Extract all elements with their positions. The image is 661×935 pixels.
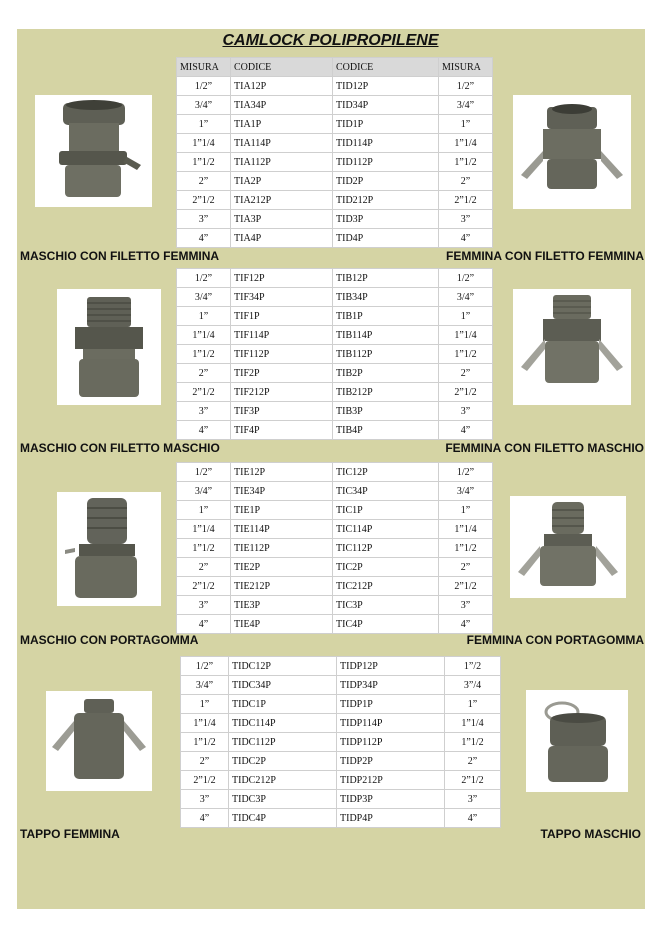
- codice-left-cell: TIDC34P: [229, 676, 337, 695]
- table-row: [177, 153, 493, 172]
- codice-left-cell: TIE12P: [231, 463, 333, 482]
- table-row: [177, 421, 493, 440]
- misura-left-cell: 3”: [177, 210, 231, 229]
- codice-left-cell: TIDC3P: [229, 790, 337, 809]
- codice-right-cell: TIB34P: [333, 288, 439, 307]
- codice-right-cell: TIC4P: [333, 615, 439, 634]
- misura-left-cell: 2”: [177, 364, 231, 383]
- misura-left-cell: 1”1/2: [177, 153, 231, 172]
- table-row: [177, 96, 493, 115]
- table-row: [177, 229, 493, 248]
- misura-right-cell: 1”1/2: [445, 733, 501, 752]
- codice-left-cell: TIE4P: [231, 615, 333, 634]
- codice-left-cell: TIF34P: [231, 288, 333, 307]
- table-row: [177, 269, 493, 288]
- code-table-1: [176, 57, 493, 248]
- codice-left-cell: TIE3P: [231, 596, 333, 615]
- male-female-thread-adapter-photo: [35, 95, 152, 207]
- codice-left-cell: TIF2P: [231, 364, 333, 383]
- table-row: [181, 714, 501, 733]
- table-row: [181, 809, 501, 828]
- page-title: CAMLOCK POLIPROPILENE: [222, 32, 439, 49]
- female-female-thread-coupler-photo: [513, 95, 631, 209]
- codice-left-cell: TIDC12P: [229, 657, 337, 676]
- table-row: [177, 501, 493, 520]
- misura-left-cell: 1/2”: [181, 657, 229, 676]
- misura-left-cell: 2”1/2: [177, 577, 231, 596]
- table-row: [177, 115, 493, 134]
- misura-left-cell: 3”: [177, 402, 231, 421]
- misura-left-cell: 4”: [177, 229, 231, 248]
- female-male-thread-coupler-icon: [513, 289, 631, 405]
- misura-left-cell: 1”: [181, 695, 229, 714]
- code-table-2: [176, 268, 493, 440]
- codice-right-cell: TIC3P: [333, 596, 439, 615]
- codice-left-cell: TIF212P: [231, 383, 333, 402]
- codice-right-cell: TID4P: [333, 229, 439, 248]
- misura-right-cell: 1”: [439, 501, 493, 520]
- code-table-3: [176, 462, 493, 634]
- misura-left-cell: 3/4”: [177, 288, 231, 307]
- codice-right-cell: TIDP34P: [337, 676, 445, 695]
- male-male-thread-adapter-icon: [57, 289, 161, 405]
- misura-right-cell: 2”1/2: [439, 577, 493, 596]
- misura-left-cell: 1”: [177, 307, 231, 326]
- misura-left-cell: 1”1/4: [177, 134, 231, 153]
- female-hose-shank-coupler-photo: [510, 496, 626, 598]
- table-row: [177, 345, 493, 364]
- misura-left-cell: 2”: [177, 172, 231, 191]
- codice-right-cell: TIC12P: [333, 463, 439, 482]
- section-1-right-label: FEMMINA CON FILETTO FEMMINA: [446, 249, 644, 263]
- misura-left-cell: 1”1/2: [181, 733, 229, 752]
- codice-left-cell: TIE2P: [231, 558, 333, 577]
- codice-left-cell: TIDC1P: [229, 695, 337, 714]
- misura-left-cell: 1”1/4: [181, 714, 229, 733]
- table-row: [181, 771, 501, 790]
- codice-left-cell: TIA112P: [231, 153, 333, 172]
- misura-left-cell: 4”: [177, 421, 231, 440]
- table-row: [177, 77, 493, 96]
- codice-right-cell: TIC34P: [333, 482, 439, 501]
- misura-left-cell: 1/2”: [177, 463, 231, 482]
- codice-right-cell: TIDP3P: [337, 790, 445, 809]
- section-4-right-label: TAPPO MASCHIO: [540, 827, 641, 841]
- misura-right-cell: 2”: [439, 558, 493, 577]
- misura-right-cell: 1”1/4: [439, 134, 493, 153]
- misura-right-cell: 1”: [439, 115, 493, 134]
- misura-right-cell: 3”: [445, 790, 501, 809]
- misura-right-cell: 3”: [439, 210, 493, 229]
- misura-right-cell: 2”: [439, 172, 493, 191]
- misura-left-cell: 2”: [181, 752, 229, 771]
- codice-left-cell: TIDC2P: [229, 752, 337, 771]
- table-row: [177, 402, 493, 421]
- misura-right-cell: 4”: [439, 229, 493, 248]
- misura-left-cell: 2”1/2: [177, 383, 231, 402]
- codice-left-cell: TIA12P: [231, 77, 333, 96]
- codice-right-cell: TIB212P: [333, 383, 439, 402]
- codice-right-cell: TIDP112P: [337, 733, 445, 752]
- misura-right-cell: 1”1/2: [439, 153, 493, 172]
- table-row: [177, 463, 493, 482]
- misura-left-cell: 1/2”: [177, 77, 231, 96]
- codice-right-cell: TIB114P: [333, 326, 439, 345]
- misura-left-cell: 1”1/4: [177, 326, 231, 345]
- codice-left-cell: TIE114P: [231, 520, 333, 539]
- codice-right-cell: TIDP12P: [337, 657, 445, 676]
- misura-right-cell: 1”1/2: [439, 345, 493, 364]
- misura-left-cell: 1”: [177, 115, 231, 134]
- misura-right-cell: 1”1/4: [445, 714, 501, 733]
- codice-right-cell: TIC114P: [333, 520, 439, 539]
- codice-left-cell: TIA34P: [231, 96, 333, 115]
- misura-right-cell: 3”: [439, 596, 493, 615]
- codice-right-cell: TIDP212P: [337, 771, 445, 790]
- misura-right-cell: 2”: [445, 752, 501, 771]
- misura-right-cell: 1”: [445, 695, 501, 714]
- table-row: [177, 326, 493, 345]
- misura-left-cell: 2”1/2: [181, 771, 229, 790]
- male-male-thread-adapter-photo: [57, 289, 161, 405]
- codice-left-cell: TIDC4P: [229, 809, 337, 828]
- header-misura-right: MISURA: [439, 58, 493, 77]
- codice-right-cell: TID114P: [333, 134, 439, 153]
- misura-right-cell: 1”1/4: [439, 520, 493, 539]
- table-row: [177, 482, 493, 501]
- table-row: [177, 191, 493, 210]
- codice-left-cell: TIA114P: [231, 134, 333, 153]
- codice-right-cell: TID212P: [333, 191, 439, 210]
- codice-right-cell: TIDP2P: [337, 752, 445, 771]
- misura-right-cell: 2”1/2: [445, 771, 501, 790]
- codice-right-cell: TID34P: [333, 96, 439, 115]
- codice-left-cell: TIA3P: [231, 210, 333, 229]
- codice-right-cell: TIC1P: [333, 501, 439, 520]
- codice-left-cell: TIE112P: [231, 539, 333, 558]
- table-header-row: [177, 58, 493, 77]
- codice-left-cell: TIDC212P: [229, 771, 337, 790]
- header-codice-left: CODICE: [231, 58, 333, 77]
- female-dust-cap-photo: [46, 691, 152, 791]
- misura-right-cell: 4”: [439, 615, 493, 634]
- misura-right-cell: 1”1/4: [439, 326, 493, 345]
- misura-left-cell: 1”1/2: [177, 345, 231, 364]
- section-4-left-label: TAPPO FEMMINA: [20, 827, 120, 841]
- male-dust-plug-icon: [526, 690, 628, 792]
- misura-left-cell: 2”1/2: [177, 191, 231, 210]
- misura-right-cell: 2”: [439, 364, 493, 383]
- codice-left-cell: TIE1P: [231, 501, 333, 520]
- codice-right-cell: TIDP114P: [337, 714, 445, 733]
- codice-right-cell: TIB3P: [333, 402, 439, 421]
- misura-left-cell: 1”1/4: [177, 520, 231, 539]
- section-2-left-label: MASCHIO CON FILETTO MASCHIO: [20, 441, 220, 455]
- table-row: [177, 134, 493, 153]
- misura-right-cell: 4”: [439, 421, 493, 440]
- codice-right-cell: TID12P: [333, 77, 439, 96]
- table-row: [177, 596, 493, 615]
- code-table-4: [180, 656, 501, 828]
- codice-right-cell: TIB12P: [333, 269, 439, 288]
- codice-left-cell: TIF3P: [231, 402, 333, 421]
- table-row: [181, 657, 501, 676]
- misura-left-cell: 3”: [181, 790, 229, 809]
- misura-left-cell: 4”: [177, 615, 231, 634]
- codice-right-cell: TIDP1P: [337, 695, 445, 714]
- female-female-thread-coupler-icon: [513, 95, 631, 209]
- table-row: [177, 288, 493, 307]
- table-row: [181, 695, 501, 714]
- codice-right-cell: TIDP4P: [337, 809, 445, 828]
- female-male-thread-coupler-photo: [513, 289, 631, 405]
- table-row: [181, 790, 501, 809]
- misura-right-cell: 1/2”: [439, 269, 493, 288]
- codice-right-cell: TIB2P: [333, 364, 439, 383]
- codice-right-cell: TIC212P: [333, 577, 439, 596]
- table-row: [177, 615, 493, 634]
- table-row: [177, 172, 493, 191]
- misura-right-cell: 3”: [439, 402, 493, 421]
- codice-left-cell: TIE34P: [231, 482, 333, 501]
- misura-right-cell: 3/4”: [439, 96, 493, 115]
- table-row: [177, 364, 493, 383]
- misura-right-cell: 3/4”: [439, 288, 493, 307]
- male-dust-plug-photo: [526, 690, 628, 792]
- misura-right-cell: 2”1/2: [439, 383, 493, 402]
- codice-right-cell: TID2P: [333, 172, 439, 191]
- table-row: [177, 307, 493, 326]
- misura-right-cell: 1”: [439, 307, 493, 326]
- section-2-right-label: FEMMINA CON FILETTO MASCHIO: [445, 441, 644, 455]
- codice-left-cell: TIA4P: [231, 229, 333, 248]
- misura-left-cell: 3/4”: [177, 96, 231, 115]
- codice-left-cell: TIF114P: [231, 326, 333, 345]
- codice-left-cell: TIE212P: [231, 577, 333, 596]
- table-row: [177, 577, 493, 596]
- misura-left-cell: 3/4”: [181, 676, 229, 695]
- misura-right-cell: 1/2”: [439, 463, 493, 482]
- male-female-thread-adapter-icon: [35, 95, 152, 207]
- codice-left-cell: TIA2P: [231, 172, 333, 191]
- table-row: [177, 383, 493, 402]
- codice-left-cell: TIF4P: [231, 421, 333, 440]
- misura-left-cell: 3/4”: [177, 482, 231, 501]
- codice-left-cell: TIDC112P: [229, 733, 337, 752]
- section-1-left-label: MASCHIO CON FILETTO FEMMINA: [20, 249, 220, 263]
- codice-left-cell: TIF12P: [231, 269, 333, 288]
- table-row: [177, 558, 493, 577]
- misura-left-cell: 2”: [177, 558, 231, 577]
- header-misura-left: MISURA: [177, 58, 231, 77]
- misura-right-cell: 1”/2: [445, 657, 501, 676]
- codice-right-cell: TID112P: [333, 153, 439, 172]
- misura-right-cell: 3”/4: [445, 676, 501, 695]
- codice-right-cell: TID1P: [333, 115, 439, 134]
- misura-left-cell: 4”: [181, 809, 229, 828]
- misura-right-cell: 4”: [445, 809, 501, 828]
- misura-right-cell: 1”1/2: [439, 539, 493, 558]
- misura-left-cell: 3”: [177, 596, 231, 615]
- table-row: [181, 676, 501, 695]
- section-3-right-label: FEMMINA CON PORTAGOMMA: [466, 633, 644, 647]
- codice-right-cell: TIC112P: [333, 539, 439, 558]
- table-row: [177, 539, 493, 558]
- section-3-left-label: MASCHIO CON PORTAGOMMA: [20, 633, 199, 647]
- female-hose-shank-coupler-icon: [510, 496, 626, 598]
- table-row: [177, 520, 493, 539]
- table-row: [181, 752, 501, 771]
- misura-left-cell: 1”1/2: [177, 539, 231, 558]
- header-codice-right: CODICE: [333, 58, 439, 77]
- misura-right-cell: 2”1/2: [439, 191, 493, 210]
- misura-left-cell: 1/2”: [177, 269, 231, 288]
- male-hose-shank-adapter-photo: [57, 492, 161, 606]
- male-hose-shank-adapter-icon: [57, 492, 161, 606]
- misura-right-cell: 1/2”: [439, 77, 493, 96]
- misura-right-cell: 3/4”: [439, 482, 493, 501]
- codice-left-cell: TIA1P: [231, 115, 333, 134]
- codice-left-cell: TIDC114P: [229, 714, 337, 733]
- table-row: [177, 210, 493, 229]
- codice-right-cell: TID3P: [333, 210, 439, 229]
- female-dust-cap-icon: [46, 691, 152, 791]
- codice-left-cell: TIA212P: [231, 191, 333, 210]
- codice-right-cell: TIB4P: [333, 421, 439, 440]
- codice-right-cell: TIC2P: [333, 558, 439, 577]
- codice-left-cell: TIF112P: [231, 345, 333, 364]
- misura-left-cell: 1”: [177, 501, 231, 520]
- codice-right-cell: TIB112P: [333, 345, 439, 364]
- table-row: [181, 733, 501, 752]
- codice-right-cell: TIB1P: [333, 307, 439, 326]
- codice-left-cell: TIF1P: [231, 307, 333, 326]
